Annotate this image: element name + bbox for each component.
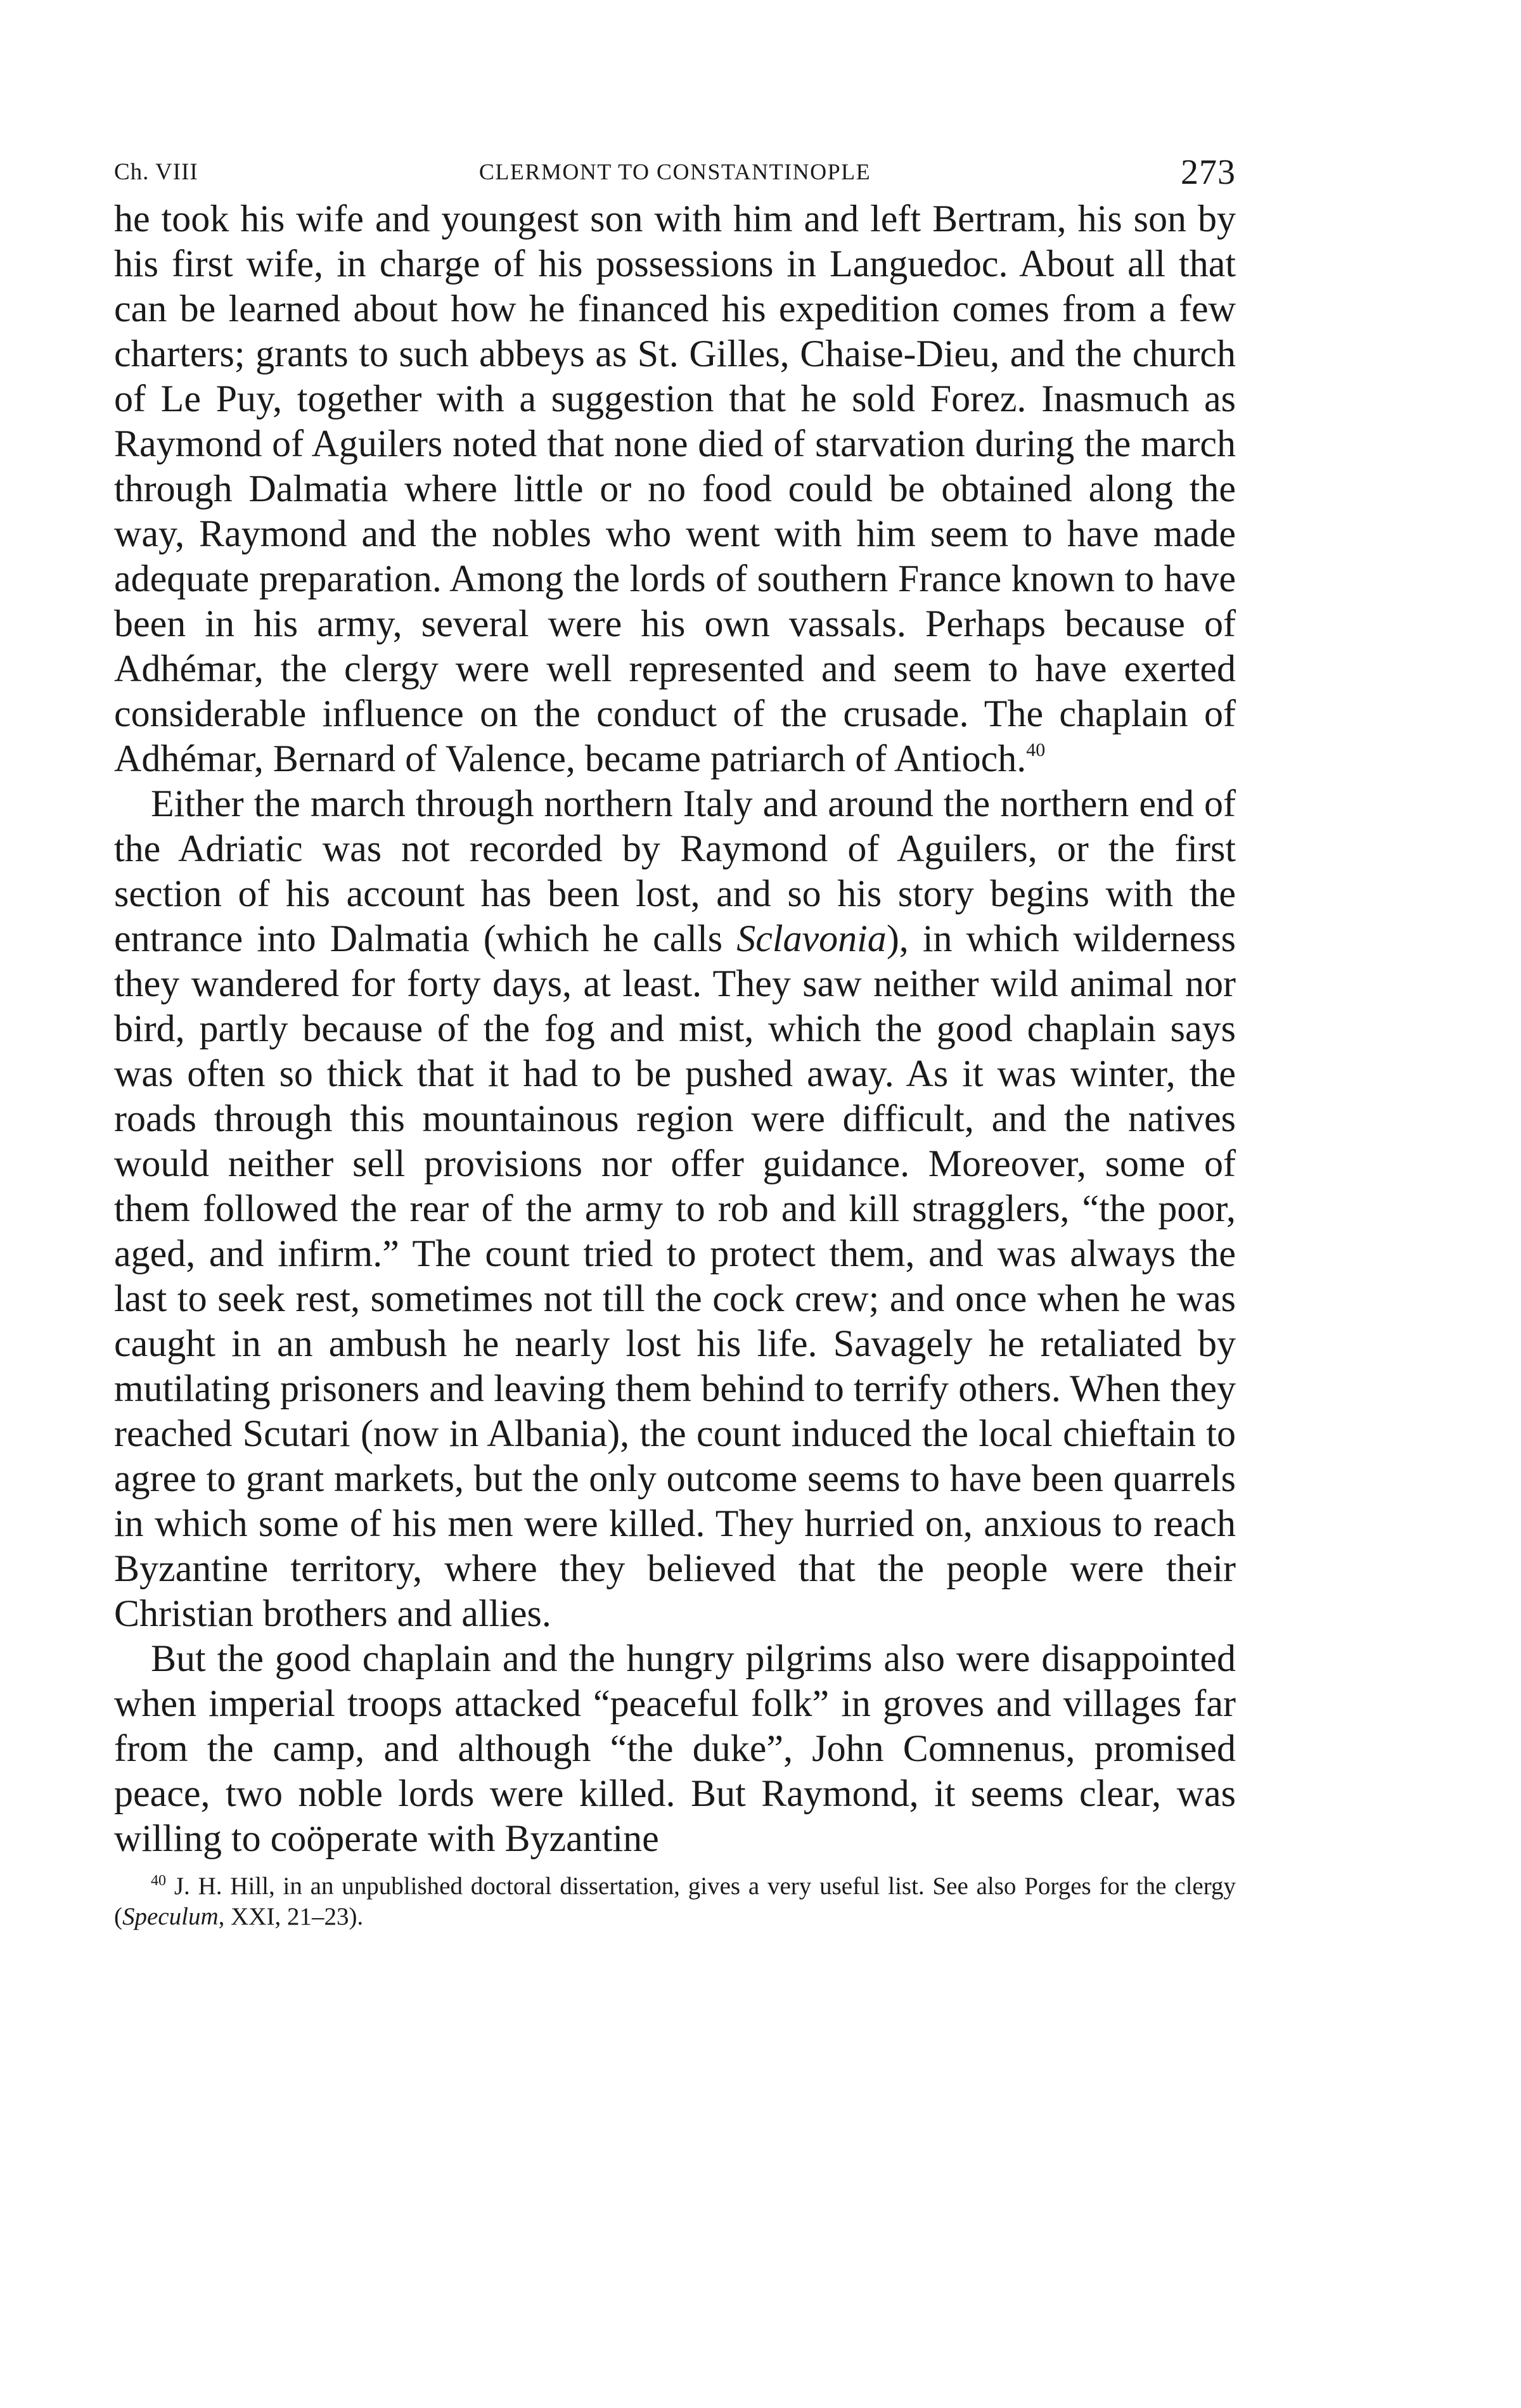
- paragraph: [114, 196, 1236, 781]
- paragraph-text: he took his wife and youngest son with him and left Bertram, his son by his first wife, in charge of his possessions in Languedoc. About all that can be learned about how he financed his expedition comes from a few charters; grants to such abbeys as St. Gilles, Chaise-Dieu, and the church of Le Puy, together with a suggestion that he sold Forez. Inasmuch as Raymond of Aguilers noted that none died of starvation during the march through Dalmatia where little or no food could be obtained along the way, Raymond and the nobles who went with him seem to have made adequate preparation. Among the lords of southern France known to have been in his army, several were his own vassals. Perhaps because of Adhémar, the clergy were well represented and seem to have exerted considerable influence on the conduct of the crusade. The chaplain of Adhémar, Bernard of Valence, became patriarch of Antioch.: [114, 198, 1236, 779]
- journal-title: Speculum: [122, 1903, 219, 1930]
- footnote-number: 40: [151, 1873, 166, 1889]
- paragraph-text: ), in which wilderness they wandered for forty days, at least. They saw neither wild animal nor bird, partly because of the fog and mist, which the good chaplain says was often so thick that it had to be pushed away. As it was winter, the roads through this mountainous region were difficult, and the natives would neither sell provisions nor offer guidance. Moreover, some of them followed the rear of the army to rob and kill stragglers, “the poor, aged, and infirm.” The count tried to protect them, and was always the last to seek rest, sometimes not till the cock crew; and once when he was caught in an ambush he nearly lost his life. Savagely he retaliated by mutilating prisoners and leaving them behind to terrify others. When they reached Scutari (now in Albania), the count induced the local chieftain to agree to grant markets, but the only outcome seems to have been quarrels in which some of his men were killed. They hurried on, anxious to reach Byzantine territory, where they believed that the people were their Christian brothers and allies.: [114, 918, 1236, 1634]
- footnote: [114, 1871, 1236, 1932]
- book-page: [114, 139, 1236, 1932]
- body-text: [114, 196, 1236, 1861]
- italic-term: Sclavonia: [736, 918, 887, 959]
- paragraph: [114, 1636, 1236, 1861]
- footnote-reference: 40: [1026, 740, 1046, 760]
- running-head: [114, 139, 1236, 190]
- footnote-text: J. H. Hill, in an unpublished doctoral dissertation, gives a very useful list. See also Porges for the clergy (: [114, 1873, 1236, 1930]
- paragraph: [114, 781, 1236, 1636]
- paragraph-text: But the good chaplain and the hungry pilgrims also were disappointed when imperial troops attacked “peaceful folk” in groves and villages far from the camp, and although “the duke”, John Comnenus, promised peace, two noble lords were killed. But Raymond, it seems clear, was willing to coöperate with Byzantine: [114, 1637, 1236, 1859]
- chapter-label: Ch. VIII: [114, 159, 198, 185]
- page-number: 273: [1181, 153, 1236, 192]
- footnote-text: , XXI, 21–23).: [218, 1903, 364, 1930]
- footnotes: [114, 1871, 1236, 1932]
- paragraph-text: Either the march through northern Italy and around the northern end of the Adriatic was not recorded by Raymond of Aguilers, or the first section of his account has been lost, and so his story begins with the entrance into Dalmatia (which he calls: [114, 783, 1236, 959]
- running-title: CLERMONT TO CONSTANTINOPLE: [478, 159, 871, 184]
